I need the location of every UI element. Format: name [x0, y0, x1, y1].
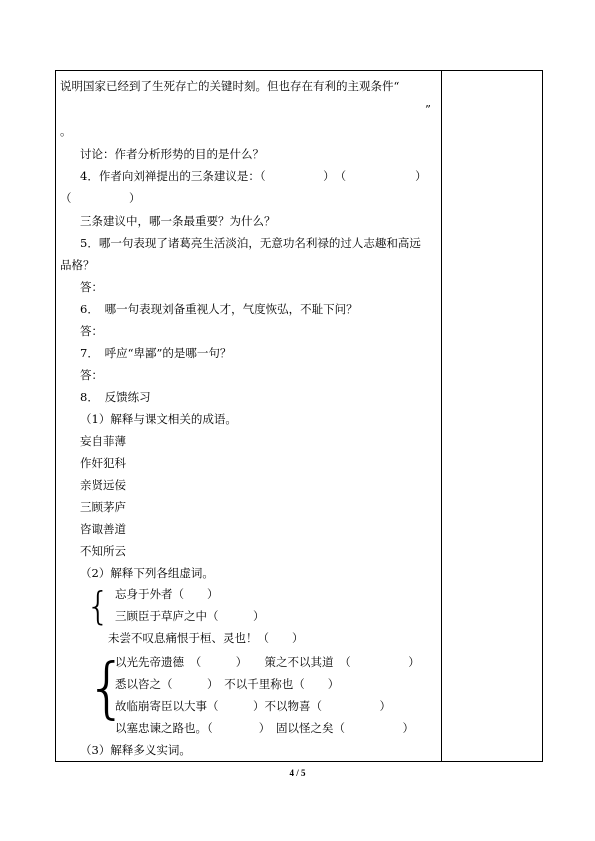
text-line: 妄自菲薄	[80, 434, 126, 448]
text-line: 咨诹善道	[80, 522, 126, 536]
text-line: ”	[425, 102, 431, 116]
text-line: 品格？	[60, 258, 95, 272]
text-line: 故临崩寄臣以大事（ ）不以物喜（ ）	[115, 699, 391, 713]
text-line: 忘身于外者（ ）	[115, 587, 219, 601]
text-line: （3）解释多义实词。	[80, 743, 191, 757]
text-line: 说明国家已经到了生死存亡的关键时刻。但也存在有利的主观条件“	[60, 79, 400, 93]
text-line: 以塞忠谏之路也。（ ） 固以怪之矣（ ）	[115, 721, 414, 735]
text-line: 7． 呼应“卑鄙”的是哪一句？	[80, 346, 232, 360]
text-line: 5．哪一句表现了诸葛亮生活淡泊，无意功名利禄的过人志趣和高远	[80, 236, 421, 250]
left-brace-icon: {	[86, 649, 128, 726]
text-line: 答：	[80, 280, 103, 294]
text-line: 4．作者向刘禅提出的三条建议是：（ ） （ ）	[80, 169, 427, 183]
table-column-divider	[441, 70, 442, 762]
text-line: 悉以咨之（ ） 不以千里称也（ ）	[115, 677, 340, 691]
text-line: 三顾臣于草庐之中（ ）	[115, 609, 265, 623]
page-number: 4 / 5	[289, 768, 306, 778]
text-line: 亲贤远佞	[80, 478, 126, 492]
text-line: （ ）	[60, 191, 141, 205]
text-line: 6． 哪一句表现刘备重视人才，气度恢弘，不耻下问？	[80, 302, 358, 316]
text-line: 三顾茅庐	[80, 500, 126, 514]
text-line: 讨论：作者分析形势的目的是什么？	[80, 147, 264, 161]
text-line: （1）解释与课文相关的成语。	[80, 412, 237, 426]
text-line: 答：	[80, 368, 103, 382]
text-line: 作奸犯科	[80, 456, 126, 470]
text-line: 。	[60, 124, 72, 138]
text-line: 不知所云	[80, 544, 126, 558]
left-brace-icon: {	[86, 584, 111, 628]
text-line: 未尝不叹息痛恨于桓、灵也！（ ）	[108, 631, 304, 645]
text-line: 答：	[80, 324, 103, 338]
text-line: 8． 反馈练习	[80, 390, 151, 404]
text-line: （2）解释下列各组虚词。	[80, 566, 214, 580]
text-line: 三条建议中，哪一条最重要？为什么？	[80, 214, 276, 228]
text-line: 以光先帝遗德 （ ） 策之不以其道 （ ）	[115, 655, 420, 669]
